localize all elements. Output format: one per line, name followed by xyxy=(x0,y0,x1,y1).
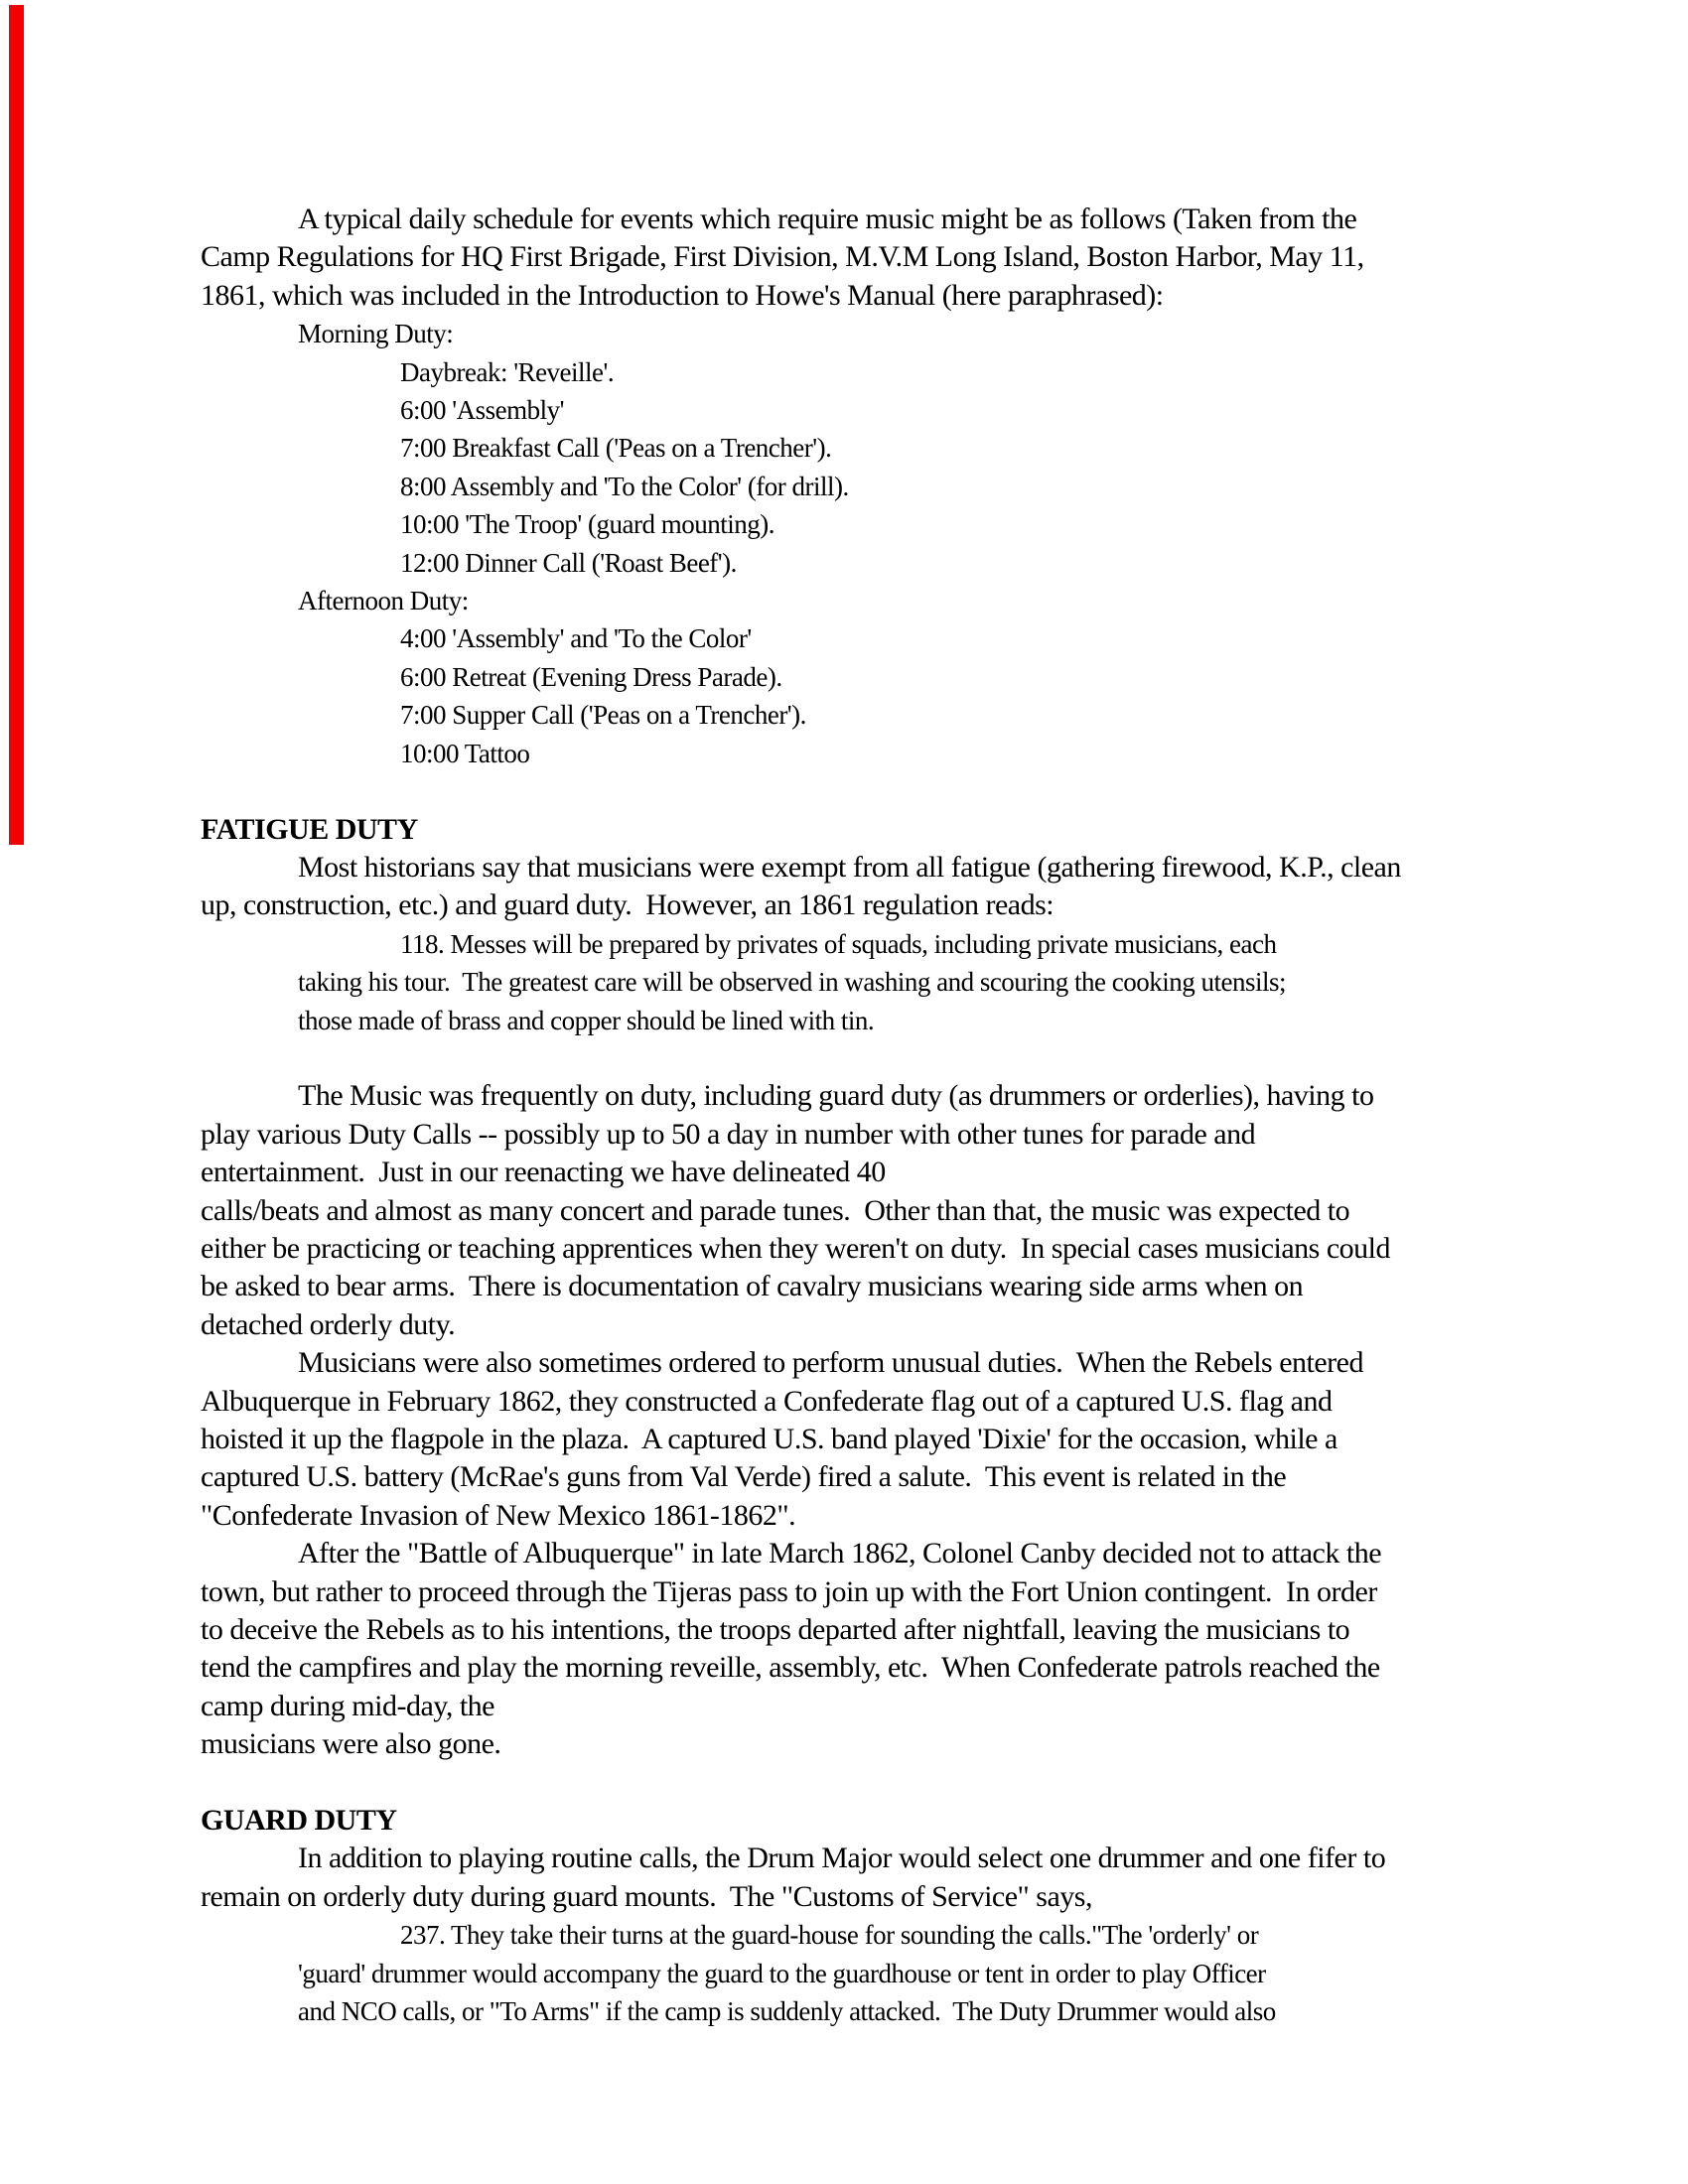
text-line: entertainment. Just in our reenacting we have delineated 40 xyxy=(201,1156,886,1189)
text-line: 6:00 'Assembly' xyxy=(400,395,564,426)
text-line: 12:00 Dinner Call ('Roast Beef'). xyxy=(400,547,737,578)
text-line: 8:00 Assembly and 'To the Color' (for drill). xyxy=(400,471,849,501)
text-line: 1861, which was included in the Introduction to Howe's Manual (here paraphrased): xyxy=(201,278,1164,312)
text-line: Most historians say that musicians were exempt from all fatigue (gathering firewood, K.P., clean xyxy=(298,850,1401,884)
text-line: hoisted it up the flagpole in the plaza. A captured U.S. band played 'Dixie' for the occasion, while a xyxy=(201,1423,1337,1455)
text-line: musicians were also gone. xyxy=(201,1727,501,1761)
text-line: 7:00 Breakfast Call ('Peas on a Trencher'). xyxy=(400,433,832,464)
text-line: 'guard' drummer would accompany the guard to the guardhouse or tent in order to play Officer xyxy=(298,1958,1266,1988)
text-line: Albuquerque in February 1862, they constructed a Confederate flag out of a captured U.S. flag and xyxy=(201,1384,1333,1418)
text-line: 118. Messes will be prepared by privates of squads, including private musicians, each xyxy=(400,928,1277,959)
text-line: either be practicing or teaching apprentices when they weren't on duty. In special cases musicians could xyxy=(201,1231,1391,1265)
text-line: be asked to bear arms. There is documentation of cavalry musicians wearing side arms when on xyxy=(201,1270,1304,1303)
text-line: remain on orderly duty during guard mounts. The "Customs of Service" says, xyxy=(201,1879,1092,1913)
document-content xyxy=(201,201,1650,2031)
text-line: After the "Battle of Albuquerque" in late March 1862, Colonel Canby decided not to attack the xyxy=(298,1537,1382,1570)
text-line: "Confederate Invasion of New Mexico 1861-1862". xyxy=(201,1498,796,1532)
text-line: tend the campfires and play the morning reveille, assembly, etc. When Confederate patrols reached the xyxy=(201,1651,1380,1685)
text-line: play various Duty Calls -- possibly up to 50 a day in number with other tunes for parade and xyxy=(201,1117,1256,1151)
text-line: detached orderly duty. xyxy=(201,1307,456,1341)
blank-line xyxy=(201,772,1650,810)
text-line: camp during mid-day, the xyxy=(201,1689,494,1722)
text-line: In addition to playing routine calls, the Drum Major would select one drummer and one fifer to xyxy=(298,1842,1386,1875)
text-line: town, but rather to proceed through the Tijeras pass to join up with the Fort Union contingent. In order xyxy=(201,1574,1377,1608)
text-line: and NCO calls, or "To Arms" if the camp is suddenly attacked. The Duty Drummer would also xyxy=(298,1996,1276,2027)
text-line: 4:00 'Assembly' and 'To the Color' xyxy=(400,623,752,654)
section-heading: GUARD DUTY xyxy=(201,1804,397,1838)
text-line: A typical daily schedule for events which require music might be as follows (Taken from the xyxy=(298,203,1357,235)
text-line: Musicians were also sometimes ordered to perform unusual duties. When the Rebels entered xyxy=(298,1346,1363,1380)
text-line: those made of brass and copper should be lined with tin. xyxy=(298,1005,875,1035)
text-line: 7:00 Supper Call ('Peas on a Trencher'). xyxy=(400,700,806,731)
text-line: The Music was frequently on duty, including guard duty (as drummers or orderlies), having to xyxy=(298,1079,1374,1113)
text-line: Camp Regulations for HQ First Brigade, First Division, M.V.M Long Island, Boston Harbor, May 11, xyxy=(201,240,1364,274)
text-line: captured U.S. battery (McRae's guns from Val Verde) fired a salute. This event is related in the xyxy=(201,1460,1287,1494)
text-line: up, construction, etc.) and guard duty. However, an 1861 regulation reads: xyxy=(201,888,1055,922)
scan-artifact-red-bar xyxy=(9,5,24,845)
text-line: Afternoon Duty: xyxy=(298,586,469,616)
text-line: 10:00 Tattoo xyxy=(400,738,530,768)
section-heading: FATIGUE DUTY xyxy=(201,812,418,846)
text-line: taking his tour. The greatest care will be observed in washing and scouring the cooking utensils; xyxy=(298,967,1287,998)
text-line: 10:00 'The Troop' (guard mounting). xyxy=(400,509,774,540)
blank-line xyxy=(201,1039,1650,1077)
blank-line xyxy=(201,1764,1650,1802)
text-line: 237. They take their turns at the guard-house for sounding the calls."The 'orderly' or xyxy=(400,1920,1259,1951)
text-line: calls/beats and almost as many concert and parade tunes. Other than that, the music was expected to xyxy=(201,1193,1350,1227)
text-line: to deceive the Rebels as to his intentions, the troops departed after nightfall, leaving the musicians to xyxy=(201,1613,1350,1647)
text-line: Morning Duty: xyxy=(298,319,454,349)
text-line: 6:00 Retreat (Evening Dress Parade). xyxy=(400,661,782,692)
text-line: Daybreak: 'Reveille'. xyxy=(400,356,615,387)
